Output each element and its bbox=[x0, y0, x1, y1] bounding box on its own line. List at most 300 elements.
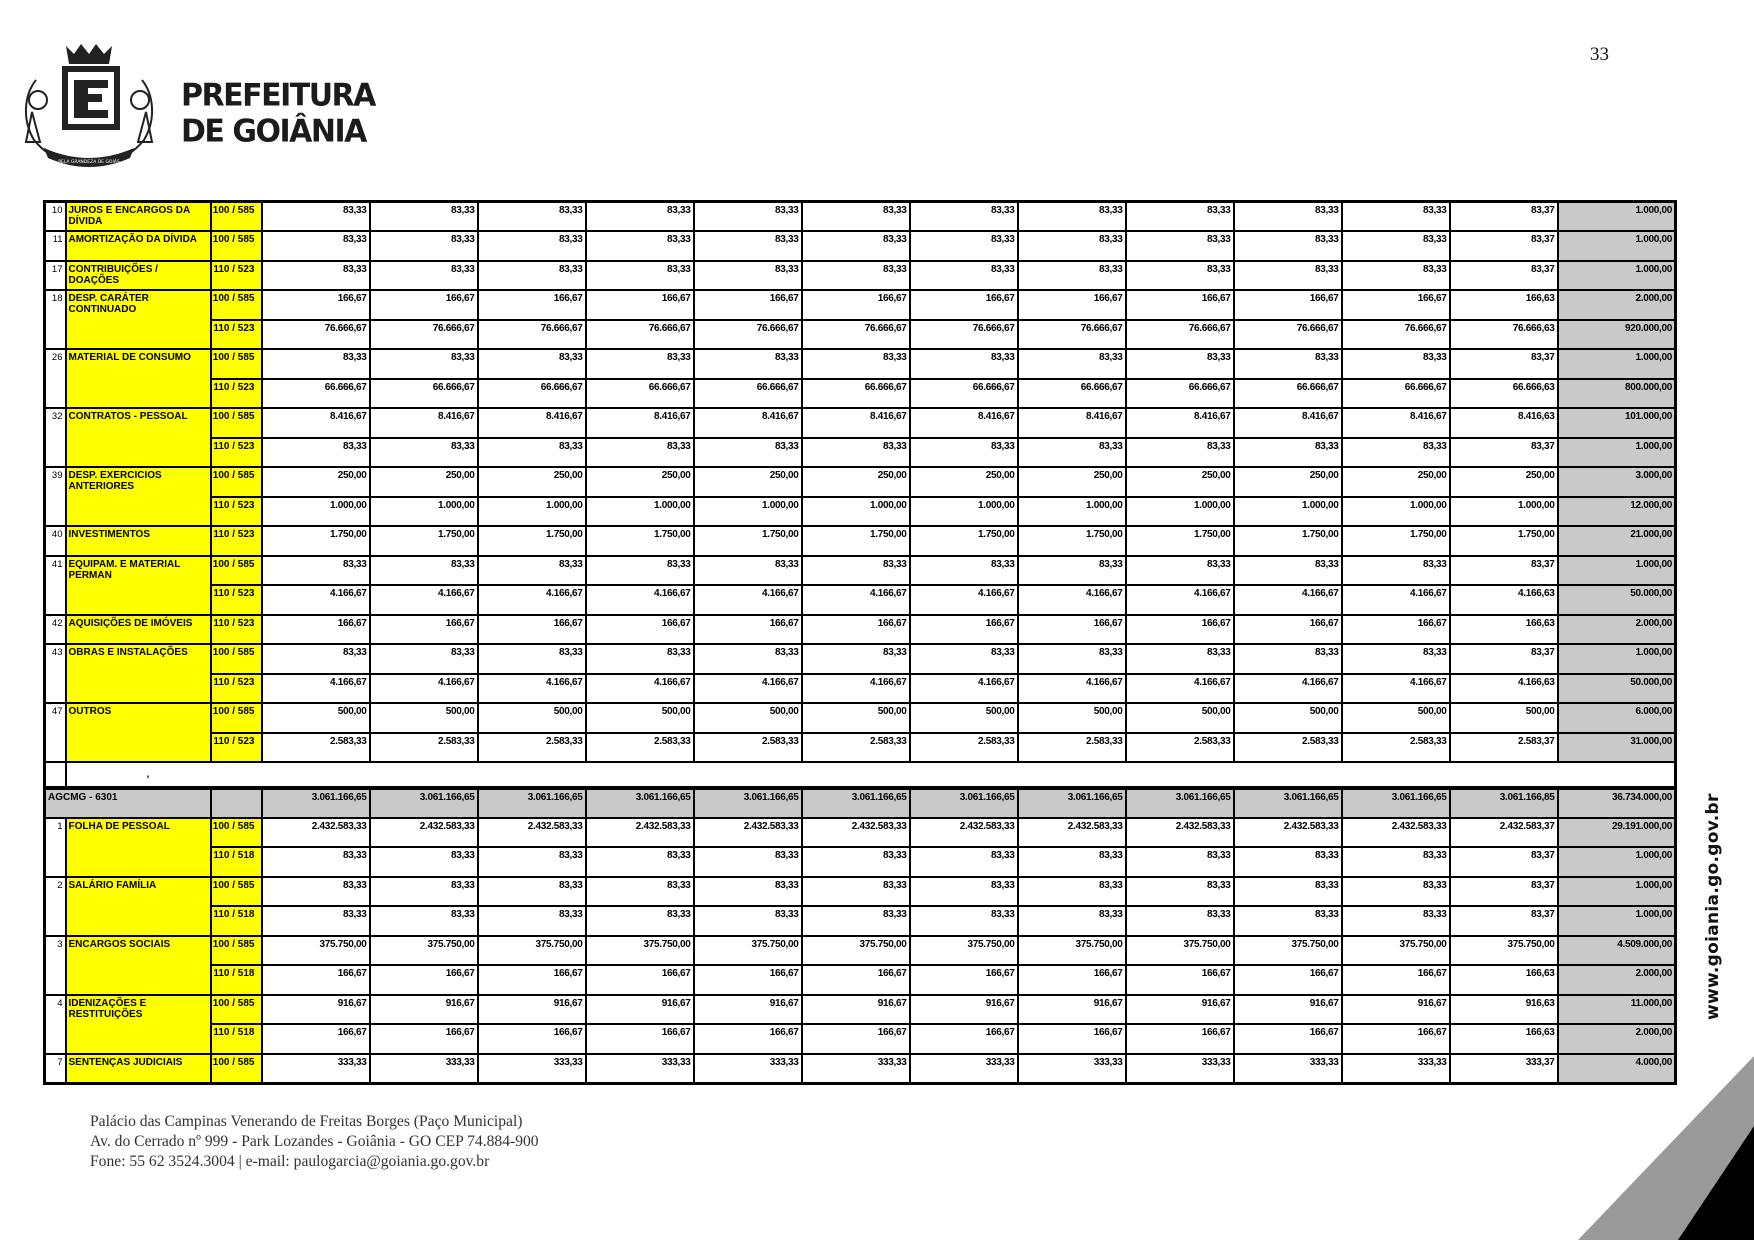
annual-total-cell: 12.000,00 bbox=[1558, 497, 1676, 527]
month-value-cell: 83,33 bbox=[262, 261, 370, 291]
annual-total-cell: 1.000,00 bbox=[1558, 644, 1676, 674]
funding-source-code: 100 / 585 bbox=[211, 936, 262, 966]
annual-total-cell: 3.000,00 bbox=[1558, 467, 1676, 497]
month-value-cell: 4.166,67 bbox=[370, 674, 478, 704]
month-value-cell: 500,00 bbox=[910, 703, 1018, 733]
budget-table-body bbox=[45, 202, 1676, 1084]
expense-category-label: JUROS E ENCARGOS DA DÍVIDA bbox=[66, 202, 211, 232]
month-value-cell: 66.666,67 bbox=[694, 379, 802, 409]
funding-source-code: 110 / 523 bbox=[211, 261, 262, 291]
row-number: 43 bbox=[45, 644, 66, 703]
month-value-cell: 83,33 bbox=[1234, 438, 1342, 468]
month-value-cell: 83,33 bbox=[1234, 556, 1342, 586]
month-value-cell: 83,33 bbox=[1018, 847, 1126, 877]
table-row bbox=[45, 467, 1676, 497]
month-value-cell: 4.166,67 bbox=[586, 585, 694, 615]
brand-line-2: DE GOIÂNIA bbox=[181, 112, 366, 150]
month-value-cell: 83,33 bbox=[802, 877, 910, 907]
month-value-cell: 76.666,67 bbox=[262, 320, 370, 350]
month-value-cell: 4.166,67 bbox=[478, 585, 586, 615]
month-value-cell: 166,67 bbox=[910, 290, 1018, 320]
month-value-cell: 83,33 bbox=[910, 556, 1018, 586]
month-value-cell: 8.416,67 bbox=[1342, 408, 1450, 438]
month-value-cell: 76.666,67 bbox=[1234, 320, 1342, 350]
month-value-cell: 166,67 bbox=[910, 1024, 1018, 1054]
month-value-cell: 333,33 bbox=[1234, 1054, 1342, 1084]
month-value-cell: 83,33 bbox=[1234, 644, 1342, 674]
month-value-cell: 83,33 bbox=[802, 349, 910, 379]
month-value-cell: 83,37 bbox=[1450, 906, 1558, 936]
month-value-cell: 83,33 bbox=[802, 261, 910, 291]
month-value-cell: 166,67 bbox=[1018, 615, 1126, 645]
month-value-cell: 500,00 bbox=[1342, 703, 1450, 733]
section-month-total: 3.061.166,65 bbox=[1018, 788, 1126, 818]
row-number: 41 bbox=[45, 556, 66, 615]
expense-category-label: DESP. EXERCICIOS ANTERIORES bbox=[66, 467, 211, 526]
month-value-cell: 166,67 bbox=[1126, 290, 1234, 320]
funding-source-code: 110 / 523 bbox=[211, 497, 262, 527]
funding-source-code: 110 / 523 bbox=[211, 674, 262, 704]
month-value-cell: 500,00 bbox=[1450, 703, 1558, 733]
month-value-cell: 66.666,67 bbox=[1342, 379, 1450, 409]
funding-source-code: 100 / 585 bbox=[211, 290, 262, 320]
month-value-cell: 4.166,67 bbox=[586, 674, 694, 704]
month-value-cell: 83,33 bbox=[262, 556, 370, 586]
month-value-cell: 250,00 bbox=[1234, 467, 1342, 497]
month-value-cell: 166,67 bbox=[802, 615, 910, 645]
blank-cell bbox=[45, 762, 66, 788]
month-value-cell: 166,67 bbox=[370, 615, 478, 645]
month-value-cell: 83,33 bbox=[694, 847, 802, 877]
row-number: 1 bbox=[45, 818, 66, 877]
month-value-cell: 8.416,67 bbox=[1234, 408, 1342, 438]
month-value-cell: 83,33 bbox=[1018, 906, 1126, 936]
month-value-cell: 4.166,67 bbox=[370, 585, 478, 615]
month-value-cell: 83,33 bbox=[586, 847, 694, 877]
month-value-cell: 375.750,00 bbox=[586, 936, 694, 966]
month-value-cell: 83,33 bbox=[370, 231, 478, 261]
month-value-cell: 1.000,00 bbox=[478, 497, 586, 527]
month-value-cell: 250,00 bbox=[1018, 467, 1126, 497]
month-value-cell: 250,00 bbox=[694, 467, 802, 497]
website-url-vertical: www.goiania.go.gov.br bbox=[1703, 793, 1723, 1020]
month-value-cell: 83,33 bbox=[694, 231, 802, 261]
month-value-cell: 166,67 bbox=[262, 290, 370, 320]
month-value-cell: 83,33 bbox=[478, 231, 586, 261]
month-value-cell: 83,33 bbox=[1342, 556, 1450, 586]
month-value-cell: 1.750,00 bbox=[478, 526, 586, 556]
annual-total-cell: 2.000,00 bbox=[1558, 615, 1676, 645]
month-value-cell: 4.166,67 bbox=[1018, 674, 1126, 704]
month-value-cell: 166,63 bbox=[1450, 615, 1558, 645]
month-value-cell: 83,33 bbox=[1018, 231, 1126, 261]
row-number: 17 bbox=[45, 261, 66, 291]
month-value-cell: 8.416,67 bbox=[802, 408, 910, 438]
month-value-cell: 1.000,00 bbox=[1450, 497, 1558, 527]
month-value-cell: 83,33 bbox=[370, 847, 478, 877]
month-value-cell: 83,33 bbox=[1342, 644, 1450, 674]
annual-total-cell: 2.000,00 bbox=[1558, 290, 1676, 320]
month-value-cell: 83,33 bbox=[802, 906, 910, 936]
month-value-cell: 166,67 bbox=[1018, 290, 1126, 320]
table-row bbox=[45, 877, 1676, 907]
month-value-cell: 166,67 bbox=[802, 965, 910, 995]
month-value-cell: 83,33 bbox=[1126, 438, 1234, 468]
month-value-cell: 83,33 bbox=[1234, 202, 1342, 232]
funding-source-code: 110 / 523 bbox=[211, 733, 262, 763]
month-value-cell: 1.000,00 bbox=[262, 497, 370, 527]
month-value-cell: 83,33 bbox=[1126, 202, 1234, 232]
table-row bbox=[45, 290, 1676, 320]
expense-category-label: SENTENÇAS JUDICIAIS bbox=[66, 1054, 211, 1084]
month-value-cell: 500,00 bbox=[1018, 703, 1126, 733]
month-value-cell: 2.583,33 bbox=[802, 733, 910, 763]
row-number: 32 bbox=[45, 408, 66, 467]
month-value-cell: 83,33 bbox=[478, 877, 586, 907]
footer-line-3: Fone: 55 62 3524.3004 | e-mail: paulogarcia@goiania.go.gov.br bbox=[90, 1153, 490, 1170]
month-value-cell: 83,33 bbox=[910, 231, 1018, 261]
month-value-cell: 333,37 bbox=[1450, 1054, 1558, 1084]
month-value-cell: 4.166,67 bbox=[1342, 674, 1450, 704]
table-row bbox=[45, 320, 1676, 350]
month-value-cell: 1.750,00 bbox=[586, 526, 694, 556]
month-value-cell: 2.432.583,33 bbox=[1234, 818, 1342, 848]
section-month-total: 3.061.166,85 bbox=[1450, 788, 1558, 818]
month-value-cell: 76.666,67 bbox=[478, 320, 586, 350]
month-value-cell: 83,33 bbox=[478, 556, 586, 586]
month-value-cell: 83,33 bbox=[910, 349, 1018, 379]
expense-category-label: EQUIPAM. E MATERIAL PERMAN bbox=[66, 556, 211, 615]
month-value-cell: 916,67 bbox=[478, 995, 586, 1025]
row-number: 3 bbox=[45, 936, 66, 995]
month-value-cell: 83,33 bbox=[478, 906, 586, 936]
month-value-cell: 83,33 bbox=[694, 644, 802, 674]
month-value-cell: 166,67 bbox=[478, 965, 586, 995]
month-value-cell: 66.666,67 bbox=[802, 379, 910, 409]
table-row bbox=[45, 438, 1676, 468]
month-value-cell: 83,37 bbox=[1450, 202, 1558, 232]
month-value-cell: 83,33 bbox=[262, 644, 370, 674]
month-value-cell: 83,33 bbox=[1342, 261, 1450, 291]
month-value-cell: 83,33 bbox=[478, 202, 586, 232]
funding-source-code: 110 / 523 bbox=[211, 320, 262, 350]
table-row bbox=[45, 231, 1676, 261]
month-value-cell: 4.166,67 bbox=[802, 585, 910, 615]
month-value-cell: 166,67 bbox=[694, 615, 802, 645]
month-value-cell: 916,63 bbox=[1450, 995, 1558, 1025]
month-value-cell: 333,33 bbox=[1018, 1054, 1126, 1084]
month-value-cell: 333,33 bbox=[478, 1054, 586, 1084]
month-value-cell: 83,33 bbox=[1342, 906, 1450, 936]
month-value-cell: 4.166,67 bbox=[802, 674, 910, 704]
month-value-cell: 2.583,33 bbox=[910, 733, 1018, 763]
row-number: 42 bbox=[45, 615, 66, 645]
month-value-cell: 250,00 bbox=[370, 467, 478, 497]
month-value-cell: 2.583,33 bbox=[1018, 733, 1126, 763]
month-value-cell: 166,63 bbox=[1450, 290, 1558, 320]
month-value-cell: 83,33 bbox=[1126, 644, 1234, 674]
funding-source-code: 100 / 585 bbox=[211, 231, 262, 261]
expense-category-label: AQUISIÇÕES DE IMÓVEIS bbox=[66, 615, 211, 645]
month-value-cell: 166,67 bbox=[586, 1024, 694, 1054]
month-value-cell: 166,67 bbox=[478, 290, 586, 320]
month-value-cell: 166,67 bbox=[1126, 1024, 1234, 1054]
table-row bbox=[45, 733, 1676, 763]
section-month-total: 3.061.166,65 bbox=[370, 788, 478, 818]
month-value-cell: 83,33 bbox=[262, 349, 370, 379]
month-value-cell: 166,63 bbox=[1450, 1024, 1558, 1054]
row-number: 7 bbox=[45, 1054, 66, 1084]
month-value-cell: 4.166,67 bbox=[1018, 585, 1126, 615]
month-value-cell: 83,33 bbox=[694, 556, 802, 586]
month-value-cell: 83,33 bbox=[802, 202, 910, 232]
month-value-cell: 2.432.583,33 bbox=[1126, 818, 1234, 848]
month-value-cell: 166,67 bbox=[1018, 965, 1126, 995]
expense-category-label: IDENIZAÇÕES E RESTITUIÇÕES bbox=[66, 995, 211, 1054]
month-value-cell: 66.666,67 bbox=[1126, 379, 1234, 409]
month-value-cell: 83,33 bbox=[1234, 877, 1342, 907]
funding-source-code: 100 / 585 bbox=[211, 644, 262, 674]
table-row bbox=[45, 995, 1676, 1025]
month-value-cell: 8.416,67 bbox=[1018, 408, 1126, 438]
month-value-cell: 375.750,00 bbox=[478, 936, 586, 966]
month-value-cell: 83,33 bbox=[370, 906, 478, 936]
table-row bbox=[45, 936, 1676, 966]
month-value-cell: 83,33 bbox=[370, 202, 478, 232]
annual-total-cell: 1.000,00 bbox=[1558, 349, 1676, 379]
month-value-cell: 4.166,67 bbox=[478, 674, 586, 704]
month-value-cell: 4.166,67 bbox=[1126, 674, 1234, 704]
month-value-cell: 916,67 bbox=[262, 995, 370, 1025]
month-value-cell: 916,67 bbox=[802, 995, 910, 1025]
month-value-cell: 500,00 bbox=[262, 703, 370, 733]
month-value-cell: 8.416,63 bbox=[1450, 408, 1558, 438]
month-value-cell: 83,33 bbox=[1342, 202, 1450, 232]
blank-mark-cell: , bbox=[66, 762, 1676, 788]
month-value-cell: 500,00 bbox=[586, 703, 694, 733]
page-number: 33 bbox=[1590, 44, 1609, 65]
month-value-cell: 83,33 bbox=[910, 261, 1018, 291]
corner-decoration-triangles bbox=[1578, 1056, 1754, 1240]
annual-total-cell: 4.000,00 bbox=[1558, 1054, 1676, 1084]
month-value-cell: 2.583,33 bbox=[1126, 733, 1234, 763]
month-value-cell: 916,67 bbox=[1126, 995, 1234, 1025]
month-value-cell: 83,33 bbox=[478, 644, 586, 674]
month-value-cell: 250,00 bbox=[586, 467, 694, 497]
month-value-cell: 66.666,67 bbox=[1234, 379, 1342, 409]
table-row bbox=[45, 526, 1676, 556]
month-value-cell: 66.666,67 bbox=[370, 379, 478, 409]
section-month-total: 3.061.166,65 bbox=[1234, 788, 1342, 818]
month-value-cell: 8.416,67 bbox=[1126, 408, 1234, 438]
month-value-cell: 76.666,67 bbox=[1018, 320, 1126, 350]
row-number: 4 bbox=[45, 995, 66, 1054]
month-value-cell: 83,33 bbox=[802, 231, 910, 261]
table-row bbox=[45, 906, 1676, 936]
month-value-cell: 166,67 bbox=[1234, 1024, 1342, 1054]
funding-source-code: 100 / 585 bbox=[211, 1054, 262, 1084]
month-value-cell: 83,33 bbox=[1126, 231, 1234, 261]
month-value-cell: 375.750,00 bbox=[370, 936, 478, 966]
table-row bbox=[45, 674, 1676, 704]
month-value-cell: 76.666,67 bbox=[1126, 320, 1234, 350]
month-value-cell: 916,67 bbox=[1018, 995, 1126, 1025]
month-value-cell: 916,67 bbox=[586, 995, 694, 1025]
table-row bbox=[45, 585, 1676, 615]
month-value-cell: 916,67 bbox=[910, 995, 1018, 1025]
month-value-cell: 4.166,67 bbox=[1234, 674, 1342, 704]
month-value-cell: 4.166,67 bbox=[262, 585, 370, 615]
month-value-cell: 166,67 bbox=[1018, 1024, 1126, 1054]
section-total-row bbox=[45, 788, 1676, 818]
month-value-cell: 1.000,00 bbox=[802, 497, 910, 527]
month-value-cell: 1.750,00 bbox=[1234, 526, 1342, 556]
month-value-cell: 500,00 bbox=[478, 703, 586, 733]
annual-total-cell: 1.000,00 bbox=[1558, 231, 1676, 261]
month-value-cell: 333,33 bbox=[1126, 1054, 1234, 1084]
row-number: 26 bbox=[45, 349, 66, 408]
month-value-cell: 83,33 bbox=[910, 202, 1018, 232]
month-value-cell: 166,67 bbox=[1234, 290, 1342, 320]
month-value-cell: 166,67 bbox=[910, 615, 1018, 645]
month-value-cell: 83,33 bbox=[1126, 877, 1234, 907]
month-value-cell: 83,33 bbox=[586, 261, 694, 291]
section-empty-cell bbox=[211, 788, 262, 818]
month-value-cell: 2.583,33 bbox=[262, 733, 370, 763]
month-value-cell: 250,00 bbox=[1450, 467, 1558, 497]
month-value-cell: 166,67 bbox=[802, 1024, 910, 1054]
month-value-cell: 83,33 bbox=[1126, 556, 1234, 586]
month-value-cell: 375.750,00 bbox=[262, 936, 370, 966]
expense-category-label: CONTRIBUIÇÕES / DOAÇÕES bbox=[66, 261, 211, 291]
month-value-cell: 1.000,00 bbox=[370, 497, 478, 527]
month-value-cell: 250,00 bbox=[478, 467, 586, 497]
month-value-cell: 2.583,33 bbox=[478, 733, 586, 763]
funding-source-code: 110 / 523 bbox=[211, 615, 262, 645]
month-value-cell: 83,33 bbox=[1018, 202, 1126, 232]
table-row bbox=[45, 818, 1676, 848]
expense-category-label: CONTRATOS - PESSOAL bbox=[66, 408, 211, 467]
month-value-cell: 8.416,67 bbox=[586, 408, 694, 438]
month-value-cell: 166,67 bbox=[1342, 1024, 1450, 1054]
funding-source-code: 110 / 518 bbox=[211, 906, 262, 936]
table-row bbox=[45, 703, 1676, 733]
section-annual-total: 36.734.000,00 bbox=[1558, 788, 1676, 818]
annual-total-cell: 1.000,00 bbox=[1558, 556, 1676, 586]
month-value-cell: 76.666,63 bbox=[1450, 320, 1558, 350]
funding-source-code: 100 / 585 bbox=[211, 556, 262, 586]
month-value-cell: 4.166,67 bbox=[262, 674, 370, 704]
section-month-total: 3.061.166,65 bbox=[478, 788, 586, 818]
month-value-cell: 83,33 bbox=[370, 349, 478, 379]
annual-total-cell: 29.191.000,00 bbox=[1558, 818, 1676, 848]
month-value-cell: 83,33 bbox=[262, 847, 370, 877]
month-value-cell: 83,37 bbox=[1450, 438, 1558, 468]
month-value-cell: 250,00 bbox=[1342, 467, 1450, 497]
month-value-cell: 4.166,67 bbox=[910, 585, 1018, 615]
funding-source-code: 100 / 585 bbox=[211, 202, 262, 232]
month-value-cell: 66.666,67 bbox=[262, 379, 370, 409]
blank-spacer-row bbox=[45, 762, 1676, 788]
month-value-cell: 166,67 bbox=[694, 1024, 802, 1054]
month-value-cell: 76.666,67 bbox=[1342, 320, 1450, 350]
month-value-cell: 83,33 bbox=[694, 202, 802, 232]
month-value-cell: 83,33 bbox=[1126, 349, 1234, 379]
month-value-cell: 1.000,00 bbox=[586, 497, 694, 527]
month-value-cell: 2.432.583,33 bbox=[262, 818, 370, 848]
month-value-cell: 2.432.583,33 bbox=[1018, 818, 1126, 848]
month-value-cell: 4.166,67 bbox=[1234, 585, 1342, 615]
month-value-cell: 2.583,37 bbox=[1450, 733, 1558, 763]
month-value-cell: 83,37 bbox=[1450, 644, 1558, 674]
brand-line-1: PREFEITURA bbox=[181, 77, 375, 114]
month-value-cell: 4.166,67 bbox=[910, 674, 1018, 704]
month-value-cell: 166,67 bbox=[478, 1024, 586, 1054]
section-month-total: 3.061.166,65 bbox=[694, 788, 802, 818]
month-value-cell: 83,33 bbox=[1234, 906, 1342, 936]
funding-source-code: 100 / 585 bbox=[211, 877, 262, 907]
month-value-cell: 250,00 bbox=[1126, 467, 1234, 497]
annual-total-cell: 6.000,00 bbox=[1558, 703, 1676, 733]
month-value-cell: 4.166,67 bbox=[1126, 585, 1234, 615]
month-value-cell: 333,33 bbox=[910, 1054, 1018, 1084]
annual-total-cell: 101.000,00 bbox=[1558, 408, 1676, 438]
month-value-cell: 83,33 bbox=[1126, 261, 1234, 291]
month-value-cell: 375.750,00 bbox=[1126, 936, 1234, 966]
month-value-cell: 83,33 bbox=[586, 556, 694, 586]
footer-line-1: Palácio das Campinas Venerando de Freitas Borges (Paço Municipal) bbox=[90, 1113, 523, 1130]
section-label: AGCMG - 6301 bbox=[45, 788, 211, 818]
city-brand-name bbox=[181, 78, 375, 149]
month-value-cell: 375.750,00 bbox=[1342, 936, 1450, 966]
month-value-cell: 250,00 bbox=[910, 467, 1018, 497]
month-value-cell: 83,33 bbox=[1342, 438, 1450, 468]
month-value-cell: 4.166,67 bbox=[1342, 585, 1450, 615]
table-row bbox=[45, 408, 1676, 438]
month-value-cell: 83,33 bbox=[1126, 906, 1234, 936]
month-value-cell: 83,33 bbox=[370, 644, 478, 674]
annual-total-cell: 800.000,00 bbox=[1558, 379, 1676, 409]
month-value-cell: 1.000,00 bbox=[694, 497, 802, 527]
annual-total-cell: 1.000,00 bbox=[1558, 438, 1676, 468]
month-value-cell: 4.166,67 bbox=[694, 585, 802, 615]
annual-total-cell: 21.000,00 bbox=[1558, 526, 1676, 556]
month-value-cell: 250,00 bbox=[802, 467, 910, 497]
month-value-cell: 1.000,00 bbox=[1018, 497, 1126, 527]
month-value-cell: 1.750,00 bbox=[910, 526, 1018, 556]
section-month-total: 3.061.166,65 bbox=[910, 788, 1018, 818]
month-value-cell: 83,33 bbox=[586, 349, 694, 379]
footer-line-2: Av. do Cerrado nº 999 - Park Lozandes - Goiânia - GO CEP 74.884-900 bbox=[90, 1133, 539, 1150]
month-value-cell: 83,33 bbox=[1018, 349, 1126, 379]
month-value-cell: 83,33 bbox=[1234, 349, 1342, 379]
month-value-cell: 66.666,67 bbox=[1018, 379, 1126, 409]
annual-total-cell: 920.000,00 bbox=[1558, 320, 1676, 350]
funding-source-code: 110 / 523 bbox=[211, 379, 262, 409]
month-value-cell: 83,33 bbox=[694, 261, 802, 291]
expense-category-label: ENCARGOS SOCIAIS bbox=[66, 936, 211, 995]
month-value-cell: 4.166,63 bbox=[1450, 674, 1558, 704]
table-row bbox=[45, 261, 1676, 291]
table-row bbox=[45, 615, 1676, 645]
annual-total-cell: 4.509.000,00 bbox=[1558, 936, 1676, 966]
month-value-cell: 83,37 bbox=[1450, 556, 1558, 586]
month-value-cell: 166,67 bbox=[694, 965, 802, 995]
month-value-cell: 83,37 bbox=[1450, 261, 1558, 291]
month-value-cell: 166,67 bbox=[586, 965, 694, 995]
month-value-cell: 500,00 bbox=[370, 703, 478, 733]
table-row bbox=[45, 379, 1676, 409]
